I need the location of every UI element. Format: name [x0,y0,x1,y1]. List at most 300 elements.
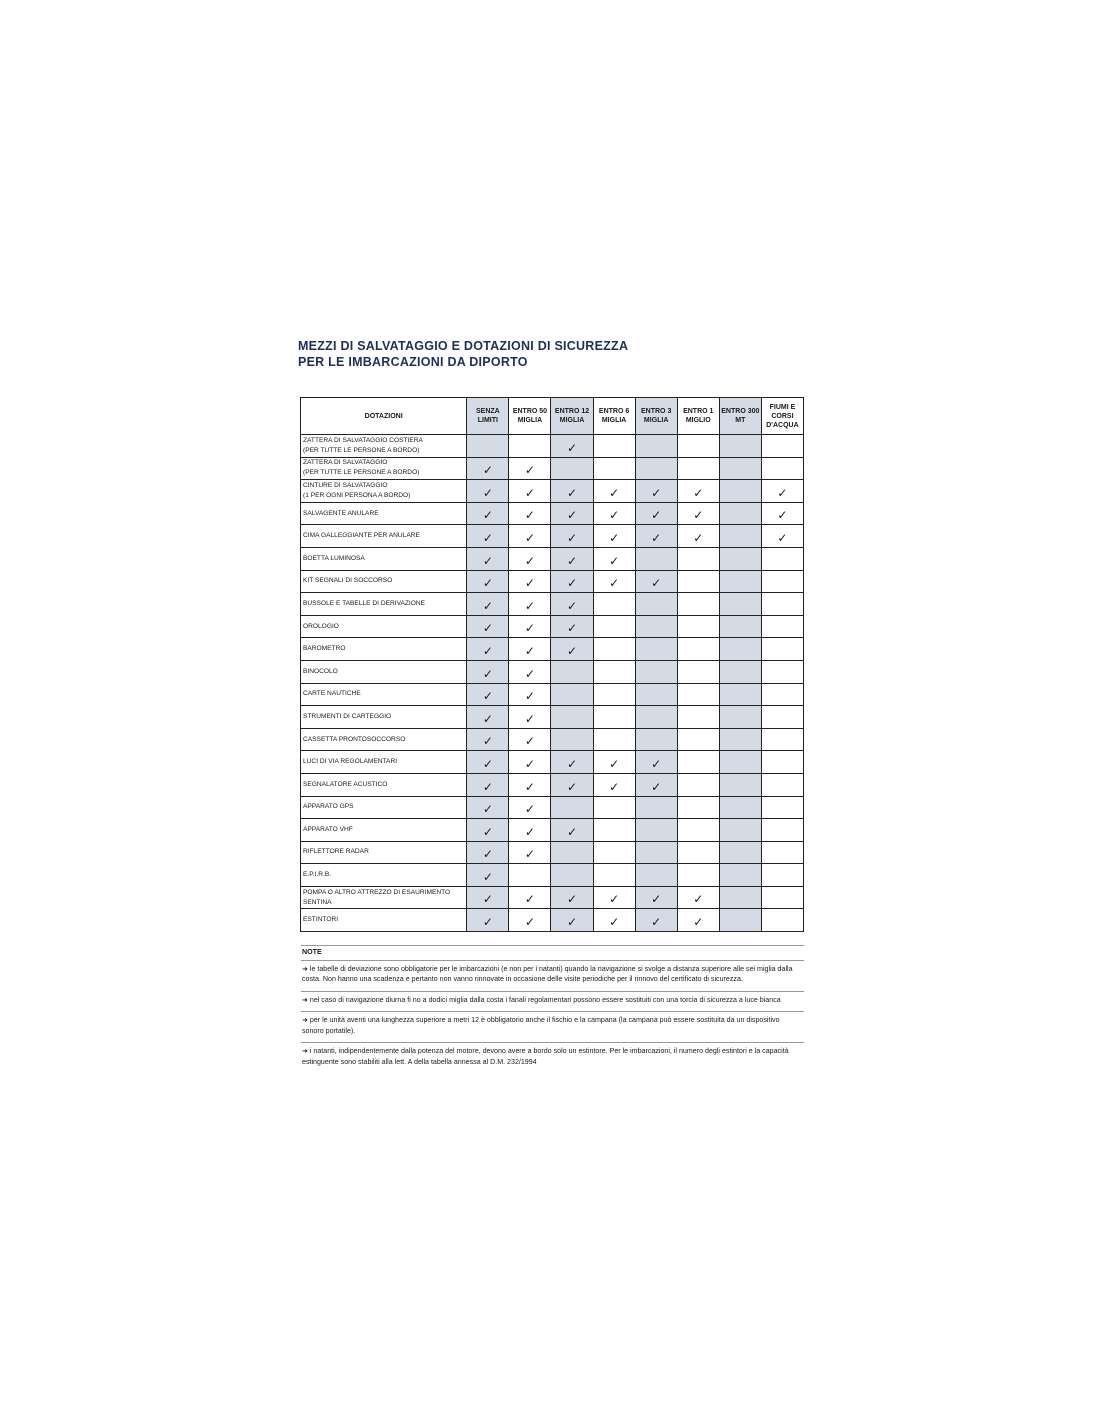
arrow-icon: ➜ [302,995,308,1004]
checkmark-icon: ✓ [524,802,535,817]
table-cell [719,683,761,706]
row-label: BUSSOLE E TABELLE DI DERIVAZIONE [301,593,467,616]
table-cell [551,570,593,593]
notes-heading: NOTE [302,948,322,956]
column-header: FIUMI E CORSI D'ACQUA [761,398,803,435]
table-cell [761,547,803,570]
table-row [301,841,804,864]
table-cell [593,773,635,796]
checkmark-icon: ✓ [777,530,788,545]
table-cell [593,683,635,706]
checkmark-icon: ✓ [609,756,620,771]
checkmark-icon: ✓ [524,915,535,930]
table-cell [509,773,551,796]
table-row [301,435,804,458]
checkmark-icon: ✓ [651,915,662,930]
table-cell [761,480,803,503]
table-cell [593,706,635,729]
table-cell [509,615,551,638]
checkmark-icon: ✓ [566,915,578,930]
checkmark-icon: ✓ [524,779,535,794]
table-cell [719,435,761,458]
checkmark-icon: ✓ [566,553,578,568]
checkmark-icon: ✓ [482,869,493,884]
checkmark-icon: ✓ [693,530,704,545]
table-cell [719,570,761,593]
arrow-icon: ➜ [302,964,308,973]
checkmark-icon: ✓ [482,915,493,930]
table-cell [467,615,509,638]
table-cell [761,525,803,548]
table-cell [593,547,635,570]
table-cell [677,796,719,819]
table-cell [677,773,719,796]
checkmark-icon: ✓ [651,530,662,545]
table-cell [509,886,551,909]
checkmark-icon: ✓ [693,892,704,907]
table-row [301,480,804,503]
table-cell [677,660,719,683]
table-cell [719,660,761,683]
checkmark-icon: ✓ [693,508,704,523]
table-cell [761,886,803,909]
checkmark-icon: ✓ [482,802,493,817]
note-text: i natanti, indipendentemente dalla potenza del motore, devono avere a bordo solo un estintore. Per le imbarcazioni, il numero degli estintori e la capacità estinguente sono stabiliti alla lett. A della tabella annessa al D.M. 232/1994 [302,1047,789,1066]
column-header: SENZA LIMITI [467,398,509,435]
table-cell [509,909,551,932]
table-cell [467,683,509,706]
checkmark-icon: ✓ [609,485,620,500]
table-cell [761,909,803,932]
checkmark-icon: ✓ [566,824,578,839]
row-label: ZATTERA DI SALVATAGGIO (PER TUTTE LE PERSONE A BORDO) [301,457,467,480]
checkmark-icon: ✓ [482,576,493,591]
table-cell [467,773,509,796]
table-cell [551,547,593,570]
table-cell [635,796,677,819]
column-header: ENTRO 12 MIGLIA [551,398,593,435]
checkmark-icon: ✓ [566,756,578,771]
checkmark-icon: ✓ [482,711,493,726]
table-cell [761,819,803,842]
table-cell [551,435,593,458]
table-cell [509,819,551,842]
checkmark-icon: ✓ [482,892,493,907]
table-cell [509,638,551,661]
table-cell [593,502,635,525]
checkmark-icon: ✓ [651,892,662,907]
table-cell [551,706,593,729]
row-label: CIMA GALLEGGIANTE PER ANULARE [301,525,467,548]
table-cell [635,773,677,796]
checkmark-icon: ✓ [524,485,535,500]
table-cell [635,706,677,729]
checkmark-icon: ✓ [566,508,578,523]
table-cell [635,909,677,932]
table-cell [677,502,719,525]
row-label: BINOCOLO [301,660,467,683]
row-label: BAROMETRO [301,638,467,661]
table-cell [551,909,593,932]
column-header: ENTRO 300 MT [719,398,761,435]
table-cell [593,638,635,661]
table-cell [677,864,719,887]
table-cell [467,796,509,819]
table-cell [467,819,509,842]
table-cell [509,570,551,593]
checkmark-icon: ✓ [482,689,493,704]
table-cell [677,819,719,842]
table-cell [509,728,551,751]
checkmark-icon: ✓ [651,576,662,591]
table-cell [635,480,677,503]
checkmark-icon: ✓ [566,576,578,591]
checkmark-icon: ✓ [524,666,535,681]
column-header-dotazioni: DOTAZIONI [301,398,467,435]
table-cell [551,819,593,842]
table-cell [719,819,761,842]
checkmark-icon: ✓ [524,621,535,636]
table-row [301,547,804,570]
table-cell [467,593,509,616]
checkmark-icon: ✓ [777,508,788,523]
table-cell [635,728,677,751]
table-cell [593,593,635,616]
table-cell [719,638,761,661]
table-cell [593,728,635,751]
table-cell [509,502,551,525]
table-cell [677,593,719,616]
table-row [301,706,804,729]
table-cell [509,683,551,706]
table-cell [635,638,677,661]
column-header: ENTRO 3 MIGLIA [635,398,677,435]
table-cell [467,570,509,593]
table-row [301,683,804,706]
checkmark-icon: ✓ [566,440,578,455]
table-cell [593,909,635,932]
row-label: BOETTA LUMINOSA [301,547,467,570]
checkmark-icon: ✓ [693,485,704,500]
checkmark-icon: ✓ [566,892,578,907]
arrow-icon: ➜ [302,1016,308,1024]
title-line-1: MEZZI DI SALVATAGGIO E DOTAZIONI DI SICUREZZA [298,339,629,353]
table-cell [761,457,803,480]
row-label: CINTURE DI SALVATAGGIO (1 PER OGNI PERSONA A BORDO) [301,480,467,503]
table-cell [593,751,635,774]
table-cell [551,525,593,548]
note-item [301,1012,804,1042]
row-label: STRUMENTI DI CARTEGGIO [301,706,467,729]
table-cell [593,615,635,638]
table-cell [761,751,803,774]
table-cell [551,502,593,525]
table-cell [551,728,593,751]
table-cell [719,886,761,909]
checkmark-icon: ✓ [482,508,493,523]
checkmark-icon: ✓ [524,756,535,771]
table-cell [635,751,677,774]
table-cell [551,886,593,909]
notes-section [301,945,804,1073]
table-cell [509,593,551,616]
table-cell [677,909,719,932]
table-cell [761,502,803,525]
table-cell [635,615,677,638]
table-cell [509,751,551,774]
table-cell [719,457,761,480]
checkmark-icon: ✓ [482,734,493,749]
table-cell [719,706,761,729]
table-cell [467,457,509,480]
table-cell [677,435,719,458]
column-header: ENTRO 6 MIGLIA [593,398,635,435]
checkmark-icon: ✓ [482,779,493,794]
table-cell [593,435,635,458]
table-cell [761,435,803,458]
table-cell [635,547,677,570]
table-row [301,773,804,796]
table-row [301,660,804,683]
checkmark-icon: ✓ [524,711,535,726]
checkmark-icon: ✓ [609,892,620,907]
table-cell [677,751,719,774]
table-cell [761,683,803,706]
checkmark-icon: ✓ [566,621,578,636]
table-cell [551,615,593,638]
note-item [301,992,804,1012]
table-cell [635,502,677,525]
checkmark-icon: ✓ [609,915,620,930]
table-cell [551,660,593,683]
table-cell [761,796,803,819]
table-cell [509,864,551,887]
table-cell [635,435,677,458]
table-cell [761,841,803,864]
table-cell [551,751,593,774]
checkmark-icon: ✓ [482,643,493,658]
table-cell [677,570,719,593]
table-cell [593,886,635,909]
equipment-table [300,397,804,932]
checkmark-icon: ✓ [524,689,535,704]
row-label: ESTINTORI [301,909,467,932]
table-cell [761,706,803,729]
table-row [301,593,804,616]
table-cell [593,480,635,503]
row-label: SEGNALATORE ACUSTICO [301,773,467,796]
row-label: OROLOGIO [301,615,467,638]
document-title [298,338,818,370]
table-cell [761,660,803,683]
table-cell [719,909,761,932]
table-row [301,819,804,842]
table-row [301,864,804,887]
table-cell [719,480,761,503]
table-row [301,728,804,751]
checkmark-icon: ✓ [482,847,493,862]
table-cell [761,615,803,638]
table-cell [677,886,719,909]
table-cell [509,480,551,503]
table-cell [635,683,677,706]
table-cell [761,864,803,887]
row-label: SALVAGENTE ANULARE [301,502,467,525]
table-cell [677,706,719,729]
table-cell [551,638,593,661]
row-label: CARTE NAUTICHE [301,683,467,706]
table-cell [761,570,803,593]
note-text: per le unità aventi una lunghezza superiore a metri 12 è obbligatorio anche il fischio e la campana (la campana può essere sostituita da un dispositivo sonoro portatile). [302,1016,780,1035]
row-label: E.P.I.R.B. [301,864,467,887]
checkmark-icon: ✓ [566,485,578,500]
checkmark-icon: ✓ [524,576,535,591]
table-cell [509,547,551,570]
checkmark-icon: ✓ [609,530,620,545]
table-cell [719,502,761,525]
table-cell [635,593,677,616]
table-cell [593,796,635,819]
row-label: KIT SEGNALI DI SOCCORSO [301,570,467,593]
table-cell [761,773,803,796]
table-cell [593,660,635,683]
table-cell [719,751,761,774]
checkmark-icon: ✓ [524,824,535,839]
table-cell [761,728,803,751]
table-cell [677,638,719,661]
checkmark-icon: ✓ [524,530,535,545]
table-cell [719,796,761,819]
table-cell [551,593,593,616]
table-cell [593,819,635,842]
table-row [301,751,804,774]
table-cell [551,683,593,706]
table-cell [509,457,551,480]
table-cell [761,593,803,616]
table-cell [551,480,593,503]
checkmark-icon: ✓ [609,508,620,523]
note-text: nel caso di navigazione diurna fi no a dodici miglia dalla costa i fanali regolamentari possono essere sostituiti con una torcia di sicurezza a luce bianca [309,995,781,1004]
checkmark-icon: ✓ [566,779,578,794]
table-cell [467,525,509,548]
table-cell [467,751,509,774]
table-cell [509,435,551,458]
table-cell [467,660,509,683]
table-cell [593,570,635,593]
checkmark-icon: ✓ [482,621,493,636]
checkmark-icon: ✓ [693,915,704,930]
table-cell [677,841,719,864]
table-row [301,796,804,819]
checkmark-icon: ✓ [651,508,662,523]
table-cell [677,480,719,503]
checkmark-icon: ✓ [482,824,493,839]
checkmark-icon: ✓ [566,598,578,613]
column-header: ENTRO 1 MIGLIO [677,398,719,435]
note-item [301,961,804,991]
checkmark-icon: ✓ [482,756,493,771]
table-cell [593,525,635,548]
table-cell [593,841,635,864]
checkmark-icon: ✓ [524,847,535,862]
notes-list [301,960,804,1074]
table-cell [509,706,551,729]
row-label: RIFLETTORE RADAR [301,841,467,864]
note-item [301,1043,804,1073]
row-label: POMPA O ALTRO ATTREZZO DI ESAURIMENTO SENTINA [301,886,467,909]
table-cell [635,841,677,864]
title-line-2: PER LE IMBARCAZIONI DA DIPORTO [298,355,528,369]
table-cell [719,615,761,638]
table-cell [677,547,719,570]
checkmark-icon: ✓ [524,553,535,568]
checkmark-icon: ✓ [609,553,620,568]
arrow-icon: ➜ [302,1047,308,1055]
checkmark-icon: ✓ [524,734,535,749]
checkmark-icon: ✓ [482,530,493,545]
table-cell [635,886,677,909]
checkmark-icon: ✓ [482,553,493,568]
checkmark-icon: ✓ [566,530,578,545]
table-cell [551,457,593,480]
row-label: APPARATO VHF [301,819,467,842]
table-row [301,886,804,909]
table-cell [635,660,677,683]
checkmark-icon: ✓ [651,485,662,500]
row-label: APPARATO GPS [301,796,467,819]
table-cell [719,773,761,796]
table-cell [467,502,509,525]
checkmark-icon: ✓ [524,892,535,907]
checkmark-icon: ✓ [524,643,535,658]
note-text: le tabelle di deviazione sono obbligatorie per le imbarcazioni (e non per i natanti) quando la navigazione si svolge a distanza superiore alle sei miglia dalla costa. Non hanno una scadenza e pertanto non vanno rinnovate in occasione delle visite periodiche per il rinnovo del certificato di sicurezza. [302,964,793,983]
checkmark-icon: ✓ [524,598,535,613]
table-cell [677,728,719,751]
checkmark-icon: ✓ [609,576,620,591]
table-cell [467,841,509,864]
table-cell [677,457,719,480]
table-cell [677,615,719,638]
checkmark-icon: ✓ [651,779,662,794]
checkmark-icon: ✓ [524,463,535,478]
table-cell [593,864,635,887]
table-cell [551,773,593,796]
table-row [301,570,804,593]
table-cell [509,841,551,864]
row-label: CASSETTA PRONTOSOCCORSO [301,728,467,751]
checkmark-icon: ✓ [482,598,493,613]
table-cell [467,909,509,932]
table-row [301,525,804,548]
checkmark-icon: ✓ [609,779,620,794]
checkmark-icon: ✓ [651,756,662,771]
table-body [301,435,804,932]
table-cell [719,525,761,548]
row-label: LUCI DI VIA REGOLAMENTARI [301,751,467,774]
checkmark-icon: ✓ [482,463,493,478]
table-row [301,638,804,661]
table-cell [467,864,509,887]
table-cell [467,728,509,751]
table-cell [467,435,509,458]
table-cell [593,457,635,480]
table-row [301,457,804,480]
checkmark-icon: ✓ [482,666,493,681]
table-cell [635,819,677,842]
checkmark-icon: ✓ [566,643,578,658]
table-cell [551,796,593,819]
table-cell [719,864,761,887]
